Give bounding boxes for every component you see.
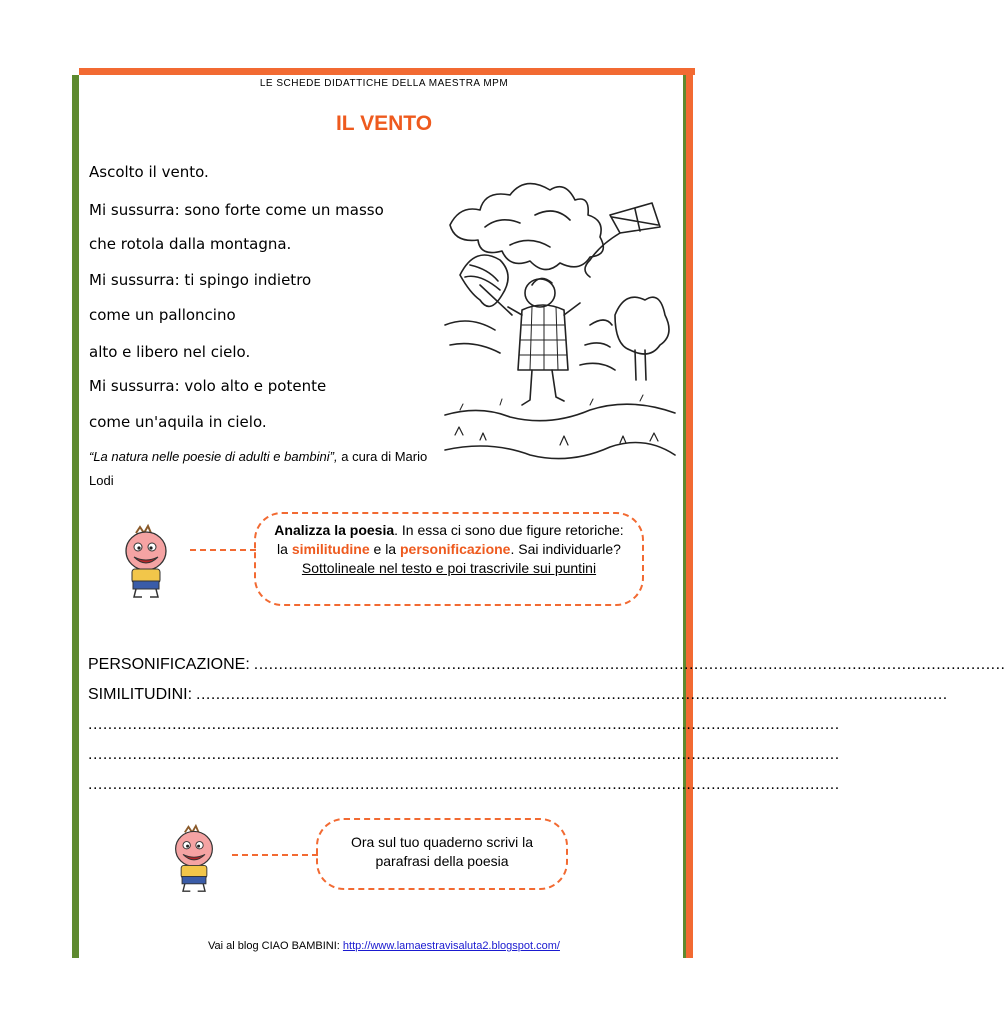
blog-link[interactable]: http://www.lamaestravisaluta2.blogspot.com/	[342, 940, 560, 952]
instruction-underlined: Sottolineale nel testo e poi trascrivile sui puntini	[301, 560, 597, 576]
footer	[0, 940, 768, 952]
poem-line: Mi sussurra: ti spingo indietro	[89, 271, 312, 289]
poem-line: Mi sussurra: volo alto e potente	[89, 377, 327, 395]
similitudini-label: SIMILITUDINI:	[88, 686, 193, 703]
right-inner-border	[683, 75, 686, 958]
personificazione-line[interactable]	[88, 656, 1005, 674]
instruction-bubble	[254, 512, 644, 606]
poem-citation	[89, 445, 439, 493]
paraphrase-text: Ora sul tuo quaderno scrivi la parafrasi della poesia	[350, 834, 534, 869]
left-border	[72, 75, 79, 958]
citation-author: a cura di Mario Lodi	[89, 449, 428, 488]
poem-line: Mi sussurra: sono forte come un masso	[89, 201, 384, 219]
footer-text: Vai al blog CIAO BAMBINI:	[208, 940, 343, 952]
bubble-connector	[232, 854, 318, 856]
kid-mascot-icon	[118, 525, 174, 599]
personificazione-label: PERSONIFICAZIONE:	[88, 656, 250, 673]
dotted-line: ........................................................................................................................................................	[88, 776, 840, 793]
page-title: IL VENTO	[335, 112, 433, 135]
kid-mascot-icon	[168, 825, 220, 893]
dotted-line: ........................................................................................................................................................	[196, 686, 948, 703]
page-header: LE SCHEDE DIDATTICHE DELLA MAESTRA MPM	[259, 78, 509, 89]
blank-answer-line[interactable]	[88, 716, 840, 734]
citation-book-title: “La natura nelle poesie di adulti e bambini”,	[89, 449, 338, 464]
blank-answer-line[interactable]	[88, 776, 840, 794]
top-border	[79, 68, 695, 75]
poem-line: Ascolto il vento.	[89, 163, 209, 181]
dotted-line: ........................................................................................................................................................	[88, 716, 840, 733]
blank-answer-line[interactable]	[88, 746, 840, 764]
right-border	[686, 68, 693, 958]
instruction-text: e la	[369, 541, 400, 557]
similitudini-line[interactable]	[88, 686, 948, 704]
poem-line: come un palloncino	[89, 306, 236, 324]
bubble-connector	[190, 549, 256, 551]
instruction-text: . Sai individuarle?	[510, 541, 621, 557]
paraphrase-bubble	[316, 818, 568, 890]
term-similitudine: similitudine	[291, 541, 370, 557]
term-personificazione: personificazione	[399, 541, 511, 557]
instruction-intro: Analizza la poesia	[274, 522, 395, 538]
dotted-line: ........................................................................................................................................................	[88, 746, 840, 763]
poem-line: che rotola dalla montagna.	[89, 235, 292, 253]
dotted-line: ........................................................................................................................................................	[253, 656, 1005, 673]
wind-illustration	[440, 165, 680, 475]
poem-line: alto e libero nel cielo.	[89, 343, 251, 361]
poem-line: come un'aquila in cielo.	[89, 413, 267, 431]
instruction-text: . In essa ci sono due figure retoriche: la	[277, 522, 624, 557]
